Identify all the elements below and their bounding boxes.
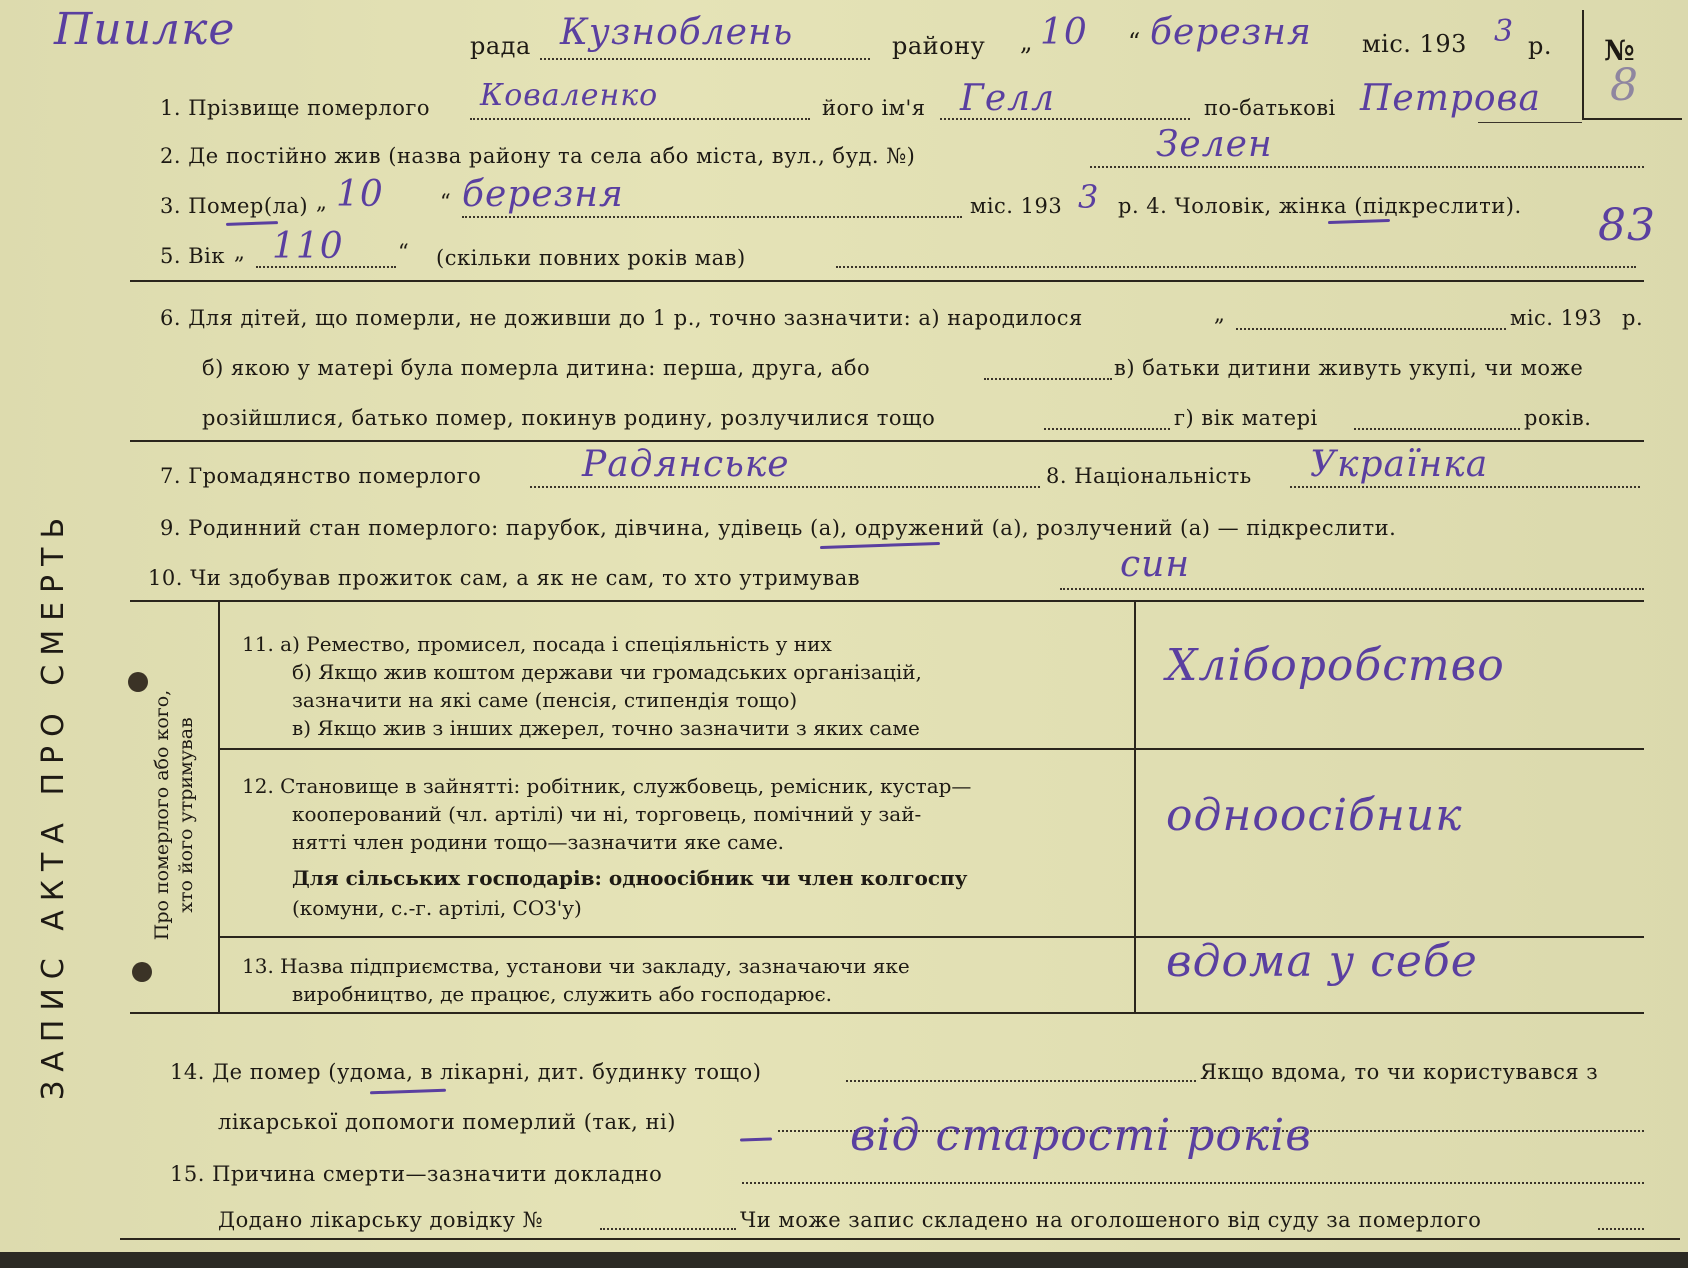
field-8-label: 8. Національність (1046, 464, 1252, 488)
row1-rule (1478, 122, 1582, 123)
hw-death-day: 10 (336, 174, 384, 215)
field-12-line4: Для сільських господарів: одноосібник чи член колгоспу (292, 866, 968, 890)
rayon-label: району (892, 32, 986, 60)
number-box-bottom (1582, 118, 1682, 120)
hw-rayon: Кузноблень (560, 12, 794, 53)
hw-margin: 83 (1598, 200, 1656, 251)
hw-underline-udivets (820, 542, 940, 549)
field-12-line2: кооперований (чл. артілі) чи ні, торговець, помічний у зай- (292, 802, 922, 826)
field-11-line4: в) Якщо жив з інших джерел, точно зазначити з яких саме (292, 716, 920, 740)
quote-open: „ (1020, 28, 1033, 56)
field-6-mis: міс. 193 (1510, 306, 1603, 330)
field-6-line2b: в) батьки дитини живуть укупі, чи може (1114, 356, 1584, 380)
rada-line (540, 58, 870, 60)
f5-quote-open: „ (234, 240, 246, 264)
birth-order-line (984, 378, 1112, 380)
field-11-line1: 11. а) Ремество, промисел, посада і спеціяльність у них (242, 632, 832, 656)
field-6-line3b: г) вік матері (1174, 406, 1318, 430)
hw-age: 110 (272, 226, 344, 267)
number-box-border (1582, 10, 1584, 118)
field-13-line1: 13. Назва підприємства, установи чи закладу, зазначаючи яке (242, 954, 910, 978)
f3-quote-close: “ (440, 190, 452, 214)
field-1-name-label: його ім'я (822, 96, 926, 120)
r-label: р. (1528, 32, 1552, 60)
mother-age-line (1354, 428, 1520, 430)
hw-citizenship: Радянське (582, 444, 790, 485)
side-subtitle (150, 625, 198, 1005)
section-rule-4 (130, 1012, 1644, 1014)
field-11-line2: б) Якщо жив коштом держави чи громадських організацій, (292, 660, 922, 684)
f3-mis-label: міс. 193 (970, 194, 1063, 218)
cause-line (742, 1182, 1644, 1184)
mis-label: міс. 193 (1362, 30, 1467, 58)
field-1-patronymic-label: по-батькові (1204, 96, 1336, 120)
surname-line (470, 118, 810, 120)
field-14-line1b: Якщо вдома, то чи користувався з (1200, 1060, 1599, 1084)
block-left-divider (218, 600, 220, 1012)
hw-underline-ni (740, 1137, 772, 1141)
hw-nationality: Українка (1310, 444, 1489, 485)
hw-underline-la (226, 221, 278, 226)
citizenship-line (530, 486, 1040, 488)
hw-number: 8 (1610, 60, 1639, 111)
hw-patronymic: Петрова (1360, 78, 1541, 119)
field-6-r: р. (1622, 306, 1644, 330)
field-1-label: 1. Прізвище померлого (160, 96, 431, 120)
certificate-line (600, 1228, 736, 1230)
f5-quote-close: “ (398, 240, 410, 264)
hw-death-year: 3 (1078, 178, 1100, 216)
field-3-label: 3. Помер(ла) (160, 194, 309, 218)
death-place-line (846, 1080, 1196, 1082)
punch-hole (132, 962, 152, 982)
field-6-line1: 6. Для дітей, що померли, не доживши до 1 р., точно зазначити: а) народилося (160, 306, 1083, 330)
bottom-border (120, 1238, 1680, 1240)
footer-court-label: Чи може запис складено на оголошеного від суду за померлого (740, 1208, 1482, 1232)
hw-occupation: Хліборобство (1166, 640, 1505, 691)
hw-residence: Зелен (1156, 124, 1273, 165)
hw-surname: Коваленко (480, 78, 659, 113)
field-14-line2: лікарської допомоги померлий (так, ні) (218, 1110, 676, 1134)
rada-label: рада (470, 32, 531, 60)
quote-close: “ (1128, 28, 1141, 56)
hw-status: одноосібник (1166, 790, 1463, 841)
hw-month: березня (1150, 12, 1312, 53)
support-line (1060, 588, 1644, 590)
form-side-title: ЗАПИС АКТА ПРО СМЕРТЬ (36, 508, 71, 1100)
court-line (1598, 1228, 1644, 1230)
death-date-line (462, 216, 962, 218)
field-5-label: 5. Вік (160, 244, 225, 268)
age-rest-line (836, 266, 1636, 268)
hw-name: Гелл (960, 78, 1055, 119)
hw-year: 3 (1494, 14, 1515, 49)
field-6-line3c: років. (1524, 406, 1592, 430)
punch-hole (128, 672, 148, 692)
field-6-line2a: б) якою у матері була померла дитина: перша, друга, або (202, 356, 871, 380)
hw-rada: Пиилке (54, 4, 236, 55)
field-12-line5: (комуни, с.-г. артілі, СОЗ'у) (292, 896, 582, 920)
birth-date-line (1236, 328, 1506, 330)
field-9-label: 9. Родинний стан померлого: парубок, дівчина, удівець (а), одружений (а), розлучений (а) — підкреслити. (160, 516, 1397, 540)
residence-line (1090, 166, 1644, 168)
field-10-label: 10. Чи здобував прожиток сам, а як не сам, то хто утримував (148, 566, 861, 590)
section-rule-2 (130, 440, 1644, 442)
hw-workplace: вдома у себе (1166, 936, 1478, 987)
parents-line (1044, 428, 1170, 430)
f6-quote-open: „ (1214, 302, 1226, 326)
side-subtitle-line2: хто його утримував (175, 717, 197, 913)
field-13-line2: виробництво, де працює, служить або господарює. (292, 982, 833, 1006)
field-12-line1: 12. Становище в зайнятті: робітник, службовець, ремісник, кустар— (242, 774, 972, 798)
field-11-line3: зазначити на які саме (пенсія, стипендія тощо) (292, 688, 798, 712)
hw-underline-zhinka (1328, 219, 1390, 224)
field-12-line3: нятті член родини тощо—зазначити яке саме. (292, 830, 785, 854)
section-rule-3 (130, 600, 1644, 602)
footer-attached-label: Додано лікарську довідку № (218, 1208, 544, 1232)
hw-cause: від старості років (850, 1110, 1312, 1161)
field-5-hint: (скільки повних років мав) (436, 246, 746, 270)
block-right-divider (1134, 600, 1136, 1012)
field-6-line3a: розійшлися, батько помер, покинув родину, розлучилися тощо (202, 406, 936, 430)
hw-day: 10 (1040, 12, 1088, 53)
side-subtitle-line1: Про померлого або кого, (151, 689, 173, 941)
block-rule-11-12 (218, 748, 1644, 750)
field-7-label: 7. Громадянство померлого (160, 464, 482, 488)
hw-underline-udoma (370, 1089, 446, 1095)
hw-support: син (1120, 544, 1191, 585)
field-15-label: 15. Причина смерти—зазначити докладно (170, 1162, 663, 1186)
hw-death-month: березня (462, 174, 624, 215)
section-rule-1 (130, 280, 1644, 282)
field-14-line1a: 14. Де помер (удома, в лікарні, дит. будинку тощо) (170, 1060, 762, 1084)
nationality-line (1290, 486, 1640, 488)
f3-quote-open: „ (316, 190, 328, 214)
f3-gender-label: р. 4. Чоловік, жінка (підкреслити). (1118, 194, 1522, 218)
field-2-label: 2. Де постійно жив (назва району та села або міста, вул., буд. №) (160, 144, 916, 168)
number-label: № (1604, 34, 1635, 67)
